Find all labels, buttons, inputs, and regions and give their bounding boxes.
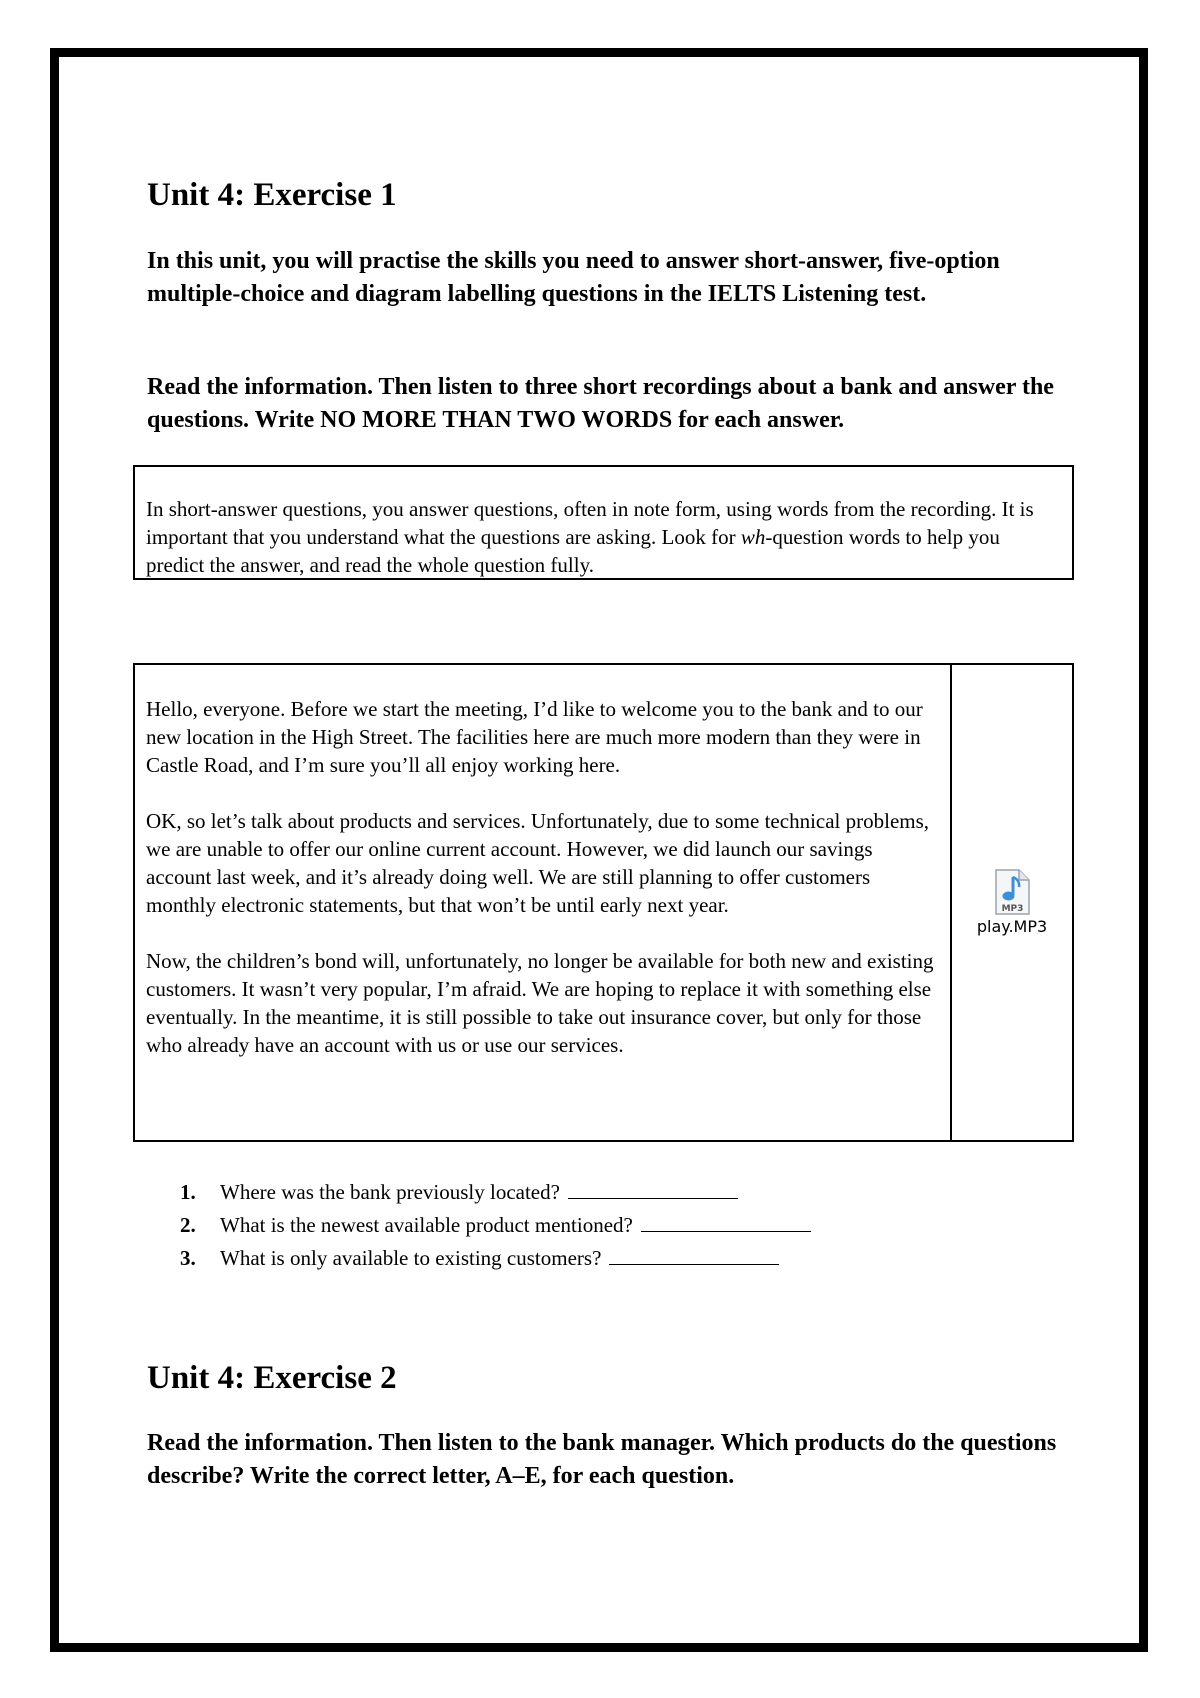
question-text: Where was the bank previously located? — [220, 1180, 560, 1204]
transcript-paragraph-3: Now, the children’s bond will, unfortunately, no longer be available for both new and existing customers. It wasn’t very popular, I’m afraid. We are hoping to replace it with something else eventually. In the meantime, it is still possible to take out insurance cover, but only for those who already have an account with us or use our services. — [146, 949, 934, 1057]
mp3-file-icon[interactable] — [993, 869, 1031, 915]
audio-attachment[interactable] — [952, 665, 1072, 1140]
info-text-before: In short-answer questions, you answer questions, often in note form, using words from the recording. It is important that you understand what the questions are asking. Look for — [146, 497, 1034, 549]
exercise-1-title: Unit 4: Exercise 1 — [147, 177, 397, 213]
question-item — [180, 1209, 811, 1242]
exercise-1-instructions: Read the information. Then listen to three short recordings about a bank and answer the questions. Write NO MORE THAN TWO WORDS for each answer. — [147, 374, 1054, 433]
transcript-cell — [135, 665, 952, 1140]
audio-filename[interactable]: play.MP3 — [976, 917, 1048, 936]
question-item — [180, 1176, 811, 1209]
transcript-paragraph-1: Hello, everyone. Before we start the meeting, I’d like to welcome you to the bank and to our new location in the High Street. The facilities here are much more modern than they were in Castle Road, and I’m sure you’ll all enjoy working here. — [146, 697, 923, 777]
info-text-italic: wh- — [740, 525, 773, 549]
question-number: 1. — [180, 1180, 196, 1204]
answer-blank[interactable] — [568, 1176, 738, 1199]
answer-blank[interactable] — [641, 1209, 811, 1232]
question-item — [180, 1242, 811, 1275]
answer-blank[interactable] — [609, 1242, 779, 1265]
short-answer-info-box — [133, 465, 1074, 580]
transcript-paragraph-2: OK, so let’s talk about products and services. Unfortunately, due to some technical problems, we are unable to offer our online current account. However, we did launch our savings account last week, and it’s already doing well. We are still planning to offer customers monthly electronic statements, but that won’t be until early next year. — [146, 809, 930, 917]
exercise-2-instructions: Read the information. Then listen to the bank manager. Which products do the questions describe? Write the correct letter, A–E, for each question. — [147, 1430, 1057, 1489]
question-list — [180, 1176, 811, 1275]
exercise-2-title: Unit 4: Exercise 2 — [147, 1360, 397, 1396]
question-number: 3. — [180, 1246, 196, 1270]
transcript-table — [133, 663, 1074, 1142]
info-text-after: question words to help you predict the answer, and read the whole question fully. — [146, 525, 1000, 577]
question-number: 2. — [180, 1213, 196, 1237]
question-text: What is only available to existing customers? — [220, 1246, 602, 1270]
mp3-icon-text: MP3 — [1001, 904, 1024, 914]
question-text: What is the newest available product mentioned? — [220, 1213, 633, 1237]
exercise-1-intro: In this unit, you will practise the skills you need to answer short-answer, five-option multiple-choice and diagram labelling questions in the IELTS Listening test. — [147, 248, 1000, 307]
